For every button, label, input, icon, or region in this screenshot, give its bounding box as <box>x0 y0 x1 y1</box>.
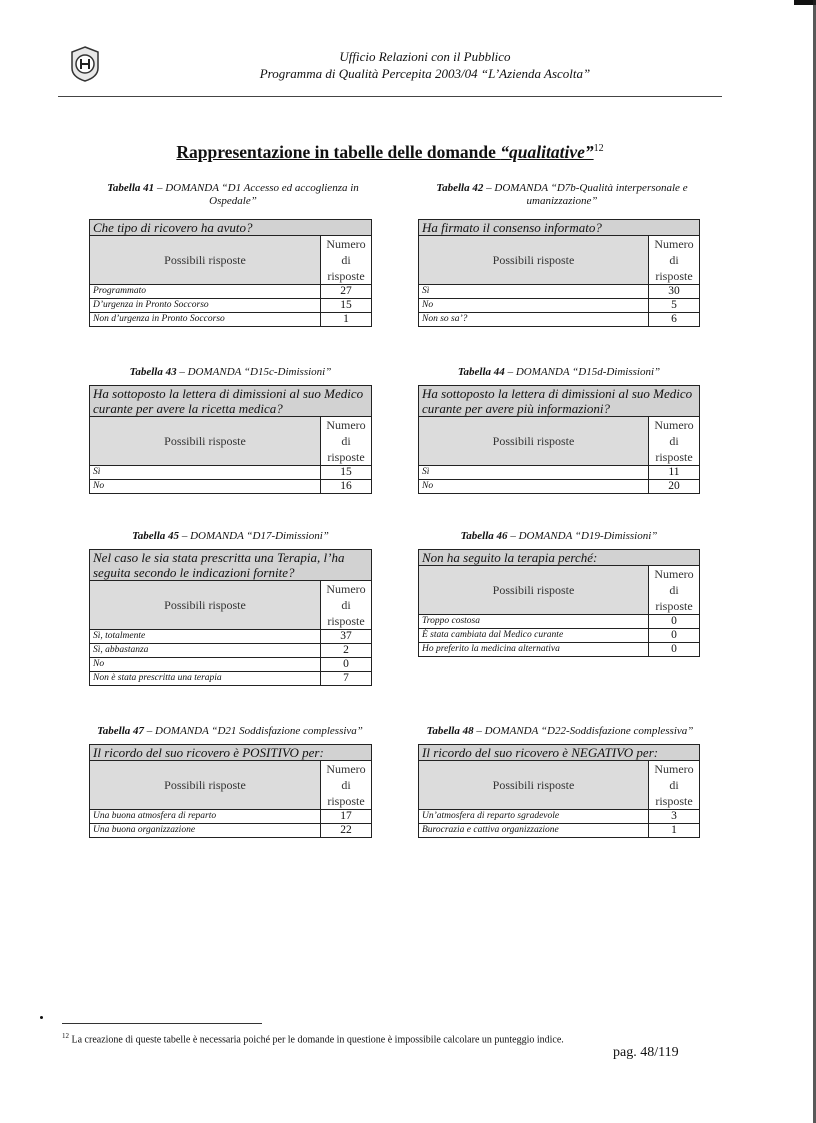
scan-dot <box>40 1016 43 1019</box>
hospital-logo-icon <box>70 46 100 82</box>
header-office: Ufficio Relazioni con il Pubblico <box>339 49 511 64</box>
footnote-text: La creazione di queste tabelle è necessaria poiché per le domande in questione è impossibile calcolare un punteggio indice. <box>69 1034 564 1046</box>
table-41 <box>89 219 372 327</box>
question-header: Il ricordo del suo ricovero è POSITIVO per: <box>90 745 372 761</box>
header-divider <box>58 96 722 97</box>
table-row: No 20 <box>419 480 700 494</box>
caption-tabella-41: Tabella 41 – DOMANDA “D1 Accesso ed accoglienza in Ospedale” <box>107 182 359 207</box>
footnote <box>62 1032 564 1045</box>
title-quoted: “qualitative” <box>500 142 594 162</box>
col-header-risposte: Possibili risposte <box>90 236 321 285</box>
col-header-numero: Numero di risposte <box>321 417 372 466</box>
question-header: Il ricordo del suo ricovero è NEGATIVO per: <box>419 745 700 761</box>
table-row: Troppo costosa 0 <box>419 615 700 629</box>
table-43 <box>89 385 372 494</box>
question-header: Ha firmato il consenso informato? <box>419 220 700 236</box>
table-47 <box>89 744 372 838</box>
table-row: Sì, totalmente 37 <box>90 630 372 644</box>
caption-tabella-45: Tabella 45 – DOMANDA “D17-Dimissioni” <box>132 530 329 542</box>
caption-tabella-48: Tabella 48 – DOMANDA “D22-Soddisfazione complessiva” <box>426 725 694 737</box>
question-header: Ha sottoposto la lettera di dimissioni al suo Medico curante per avere la ricetta medica? <box>90 386 372 417</box>
table-46 <box>418 549 700 657</box>
col-header-numero: Numero di risposte <box>649 566 700 615</box>
col-header-numero: Numero di risposte <box>321 581 372 630</box>
table-row: Non d’urgenza in Pronto Soccorso 1 <box>90 313 372 327</box>
table-42 <box>418 219 700 327</box>
table-row: Non è stata prescritta una terapia 7 <box>90 672 372 686</box>
header-program: Programma di Qualità Percepita 2003/04 “L’Azienda Ascolta” <box>259 66 591 81</box>
col-header-risposte: Possibili risposte <box>90 761 321 810</box>
table-row: Programmato 27 <box>90 285 372 299</box>
table-row: È stata cambiata dal Medico curante 0 <box>419 629 700 643</box>
col-header-risposte: Possibili risposte <box>419 236 649 285</box>
table-row: Sì, abbastanza 2 <box>90 644 372 658</box>
col-header-risposte: Possibili risposte <box>419 566 649 615</box>
title-footnote-ref: 12 <box>593 143 604 155</box>
table-row: No 0 <box>90 658 372 672</box>
footnote-divider <box>62 1023 262 1024</box>
caption-tabella-47: Tabella 47 – DOMANDA “D21 Soddisfazione complessiva” <box>97 725 363 737</box>
page-title <box>100 142 680 163</box>
col-header-numero: Numero di risposte <box>649 761 700 810</box>
col-header-risposte: Possibili risposte <box>419 761 649 810</box>
col-header-numero: Numero di risposte <box>321 761 372 810</box>
table-row: Sì 15 <box>90 466 372 480</box>
question-header: Che tipo di ricovero ha avuto? <box>90 220 372 236</box>
table-44 <box>418 385 700 494</box>
page-header <box>200 48 650 82</box>
title-text: Rappresentazione in tabelle delle domande <box>176 142 501 162</box>
table-row: Ho preferito la medicina alternativa 0 <box>419 643 700 657</box>
table-45 <box>89 549 372 686</box>
col-header-numero: Numero di risposte <box>649 417 700 466</box>
page-number: pag. 48/119 <box>613 1045 679 1060</box>
question-header: Nel caso le sia stata prescritta una Terapia, l’ha seguita secondo le indicazioni fornite? <box>90 550 372 581</box>
col-header-risposte: Possibili risposte <box>90 417 321 466</box>
table-48 <box>418 744 700 838</box>
table-row: No 16 <box>90 480 372 494</box>
table-row: Sì 11 <box>419 466 700 480</box>
col-header-numero: Numero di risposte <box>321 236 372 285</box>
question-header: Ha sottoposto la lettera di dimissioni al suo Medico curante per avere più informazioni? <box>419 386 700 417</box>
caption-tabella-44: Tabella 44 – DOMANDA “D15d-Dimissioni” <box>457 366 661 378</box>
table-row: Una buona atmosfera di reparto 17 <box>90 810 372 824</box>
caption-tabella-46: Tabella 46 – DOMANDA “D19-Dimissioni” <box>460 530 658 542</box>
caption-tabella-43: Tabella 43 – DOMANDA “D15c-Dimissioni” <box>129 366 332 378</box>
question-header: Non ha seguito la terapia perché: <box>419 550 700 566</box>
table-row: Non so sa’? 6 <box>419 313 700 327</box>
table-row: Burocrazia e cattiva organizzazione 1 <box>419 824 700 838</box>
col-header-risposte: Possibili risposte <box>419 417 649 466</box>
footnote-number: 12 <box>62 1032 69 1040</box>
table-row: Una buona organizzazione 22 <box>90 824 372 838</box>
table-row: Un’atmosfera di reparto sgradevole 3 <box>419 810 700 824</box>
table-row: No 5 <box>419 299 700 313</box>
caption-tabella-42: Tabella 42 – DOMANDA “D7b-Qualità interpersonale e umanizzazione” <box>436 182 688 207</box>
table-row: D’urgenza in Pronto Soccorso 15 <box>90 299 372 313</box>
table-row: Sì 30 <box>419 285 700 299</box>
col-header-numero: Numero di risposte <box>649 236 700 285</box>
col-header-risposte: Possibili risposte <box>90 581 321 630</box>
